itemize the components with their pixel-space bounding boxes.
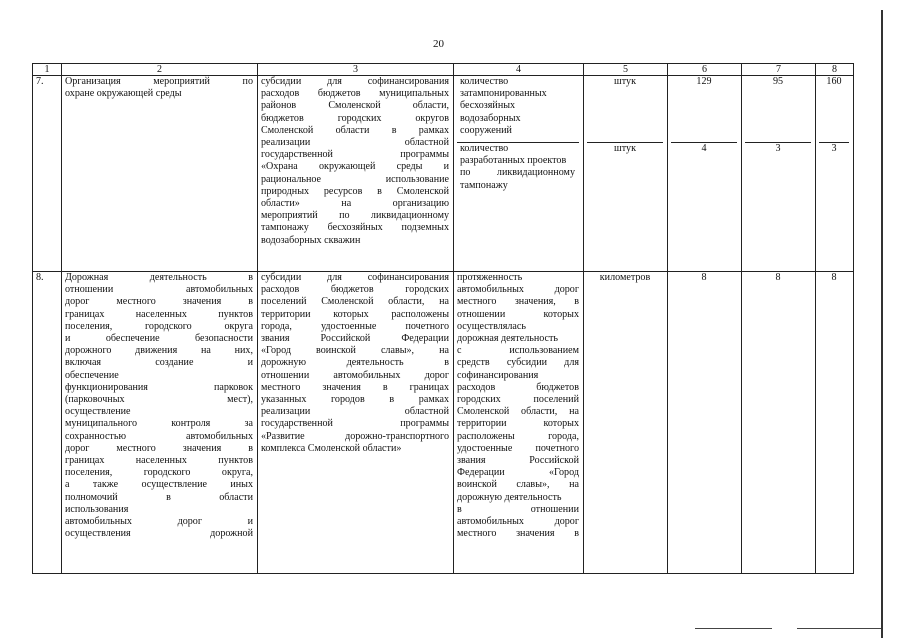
text-line: бюджетов городских округов [261,112,449,124]
measure-name [62,272,258,574]
text-line: субсидии для софинансирования [261,272,449,283]
indicator-value: 129 [671,76,737,143]
text-line: сооружений [460,124,512,136]
text-line: мероприятий по ликвидационному [261,210,449,222]
text-line: природных ресурсов в Смоленской [261,185,449,197]
text-line: воинской славы», на [457,479,579,491]
text-line: отношении автомобильных [65,284,253,296]
text-line: границах населенных пунктов [65,455,253,467]
table-row-7 [33,76,854,272]
text-line: поселения, городского округа [65,320,253,332]
text-line: реализации областной [261,406,449,418]
text-line: звания Российской Федерации [261,333,449,345]
column-header: 6 [668,64,742,76]
text-line: автомобильных дорог и [65,516,253,528]
text-line: отношении которых [457,308,579,320]
indicator-value: 8 [816,272,854,574]
value-cell [668,76,742,272]
column-header: 3 [258,64,454,76]
text-line: водозаборных [460,112,521,124]
text-line: по ликвидационному [460,167,575,179]
text-line: а также осуществление иных [65,479,253,491]
text-line: районов Смоленской области, [261,100,449,112]
indicator-block [457,143,579,192]
text-line: «Охрана окружающей среды и [261,161,449,173]
page-edge-rule [881,10,883,638]
text-line: дорожного движения на них, [65,345,253,357]
text-line: автомобильных дорог [457,284,579,296]
text-line: области» на организацию [261,198,449,210]
text-line: включая создание и [65,357,253,369]
text-line: удостоенные почетного [457,442,579,454]
text-line: дорожную деятельность [457,491,562,503]
text-line: с использованием [457,345,579,357]
text-line: средств субсидии для [457,357,579,369]
text-line: расходов бюджетов [457,381,579,393]
text-line: отношении автомобильных дорог [261,369,449,381]
indicator-value: 3 [831,143,837,154]
indicator-block [457,76,579,143]
text-line: указанных городов в рамках [261,394,449,406]
indicator-value: 95 [745,76,811,143]
text-line: Смоленской области, на [457,406,579,418]
column-header: 2 [62,64,258,76]
text-line: местного значения, в [457,296,579,308]
text-line: города, удостоенные почетного [261,320,449,332]
text-line: охране окружающей среды [65,88,182,100]
column-header: 5 [584,64,668,76]
indicator-cell [454,272,584,574]
text-line: государственной программы [261,149,449,161]
text-line: тампонажу [460,179,508,191]
text-line: осуществлялась [457,320,527,332]
text-line: в отношении [457,503,579,515]
text-line: поселений Смоленской области, на [261,296,449,308]
text-line: государственной программы [261,418,449,430]
text-line: поселения, городского округа, [65,467,253,479]
column-number-row [33,64,854,76]
unit-cell [584,76,668,272]
funding-mechanism [258,76,454,272]
value-cell [816,76,854,272]
column-header: 4 [454,64,584,76]
text-line: функционирования парковок [65,381,253,393]
text-line: расходов бюджетов муниципальных [261,88,449,100]
row-number: 7. [33,76,62,272]
text-line: звания Российской [457,455,579,467]
text-line: протяженность [457,272,523,283]
text-line: дорожная деятельность [457,333,559,345]
unit-value: штук [587,76,663,143]
row-number: 8. [33,272,62,574]
measure-name [62,76,258,272]
text-line: использования [65,503,129,515]
indicator-value: 160 [819,76,849,143]
funding-mechanism [258,272,454,574]
text-line: обеспечение [65,369,119,381]
indicator-cell [454,76,584,272]
text-line: количество [460,76,509,87]
text-line: комплекса Смоленской области» [261,442,402,454]
text-line: тампонажу бесхозяйных подземных [261,222,449,234]
text-line: Дорожная деятельность в [65,272,253,283]
text-line: разработанных проектов [460,155,567,167]
text-line: расходов бюджетов городских [261,284,449,296]
text-line: городских поселений [457,394,579,406]
footer-rule [695,628,772,629]
indicator-value: 8 [742,272,816,574]
column-header: 7 [742,64,816,76]
text-line: полномочий в области [65,491,253,503]
text-line: территории которых расположены [261,308,449,320]
indicator-value: 3 [775,143,781,154]
text-line: Смоленской области в рамках [261,124,449,136]
text-line: (парковочных мест), [65,394,253,406]
text-line: рациональное использование [261,173,449,185]
text-line: местного значения в [457,528,579,540]
text-line: Федерации «Город [457,467,579,479]
text-line: бесхозяйных [460,100,516,112]
text-line: автомобильных дорог [457,516,579,528]
column-header: 1 [33,64,62,76]
indicator-value: 4 [701,143,707,154]
value-cell [742,76,816,272]
text-line: количество [460,143,509,154]
text-line: реализации областной [261,137,449,149]
unit-value: штук [613,143,636,154]
text-line: территории которых [457,418,579,430]
text-line: местного значения в границах [261,381,449,393]
text-line: дорог местного значения в [65,442,253,454]
text-line: «Город воинской славы», на [261,345,449,357]
text-line: дорог местного значения в [65,296,253,308]
text-line: границах населенных пунктов [65,308,253,320]
text-line: осуществления дорожной [65,528,253,540]
text-line: дорожную деятельность в [261,357,449,369]
column-header: 8 [816,64,854,76]
unit-value: километров [584,272,668,574]
text-line: муниципального контроля за [65,418,253,430]
footer-rule [797,628,881,629]
text-line: расположены города, [457,430,579,442]
text-line: Организация мероприятий по [65,76,253,87]
program-table [32,63,854,574]
text-line: субсидии для софинансирования [261,76,449,87]
table-row-8 [33,272,854,574]
text-line: затампонированных [460,88,547,100]
indicator-value: 8 [668,272,742,574]
text-line: водозаборных скважин [261,234,361,246]
text-line: и обеспечение безопасности [65,333,253,345]
text-line: сохранностью автомобильных [65,430,253,442]
text-line: осуществление [65,406,131,418]
text-line: софинансирования [457,369,539,381]
text-line: «Развитие дорожно-транспортного [261,430,449,442]
page-number: 20 [433,38,444,50]
